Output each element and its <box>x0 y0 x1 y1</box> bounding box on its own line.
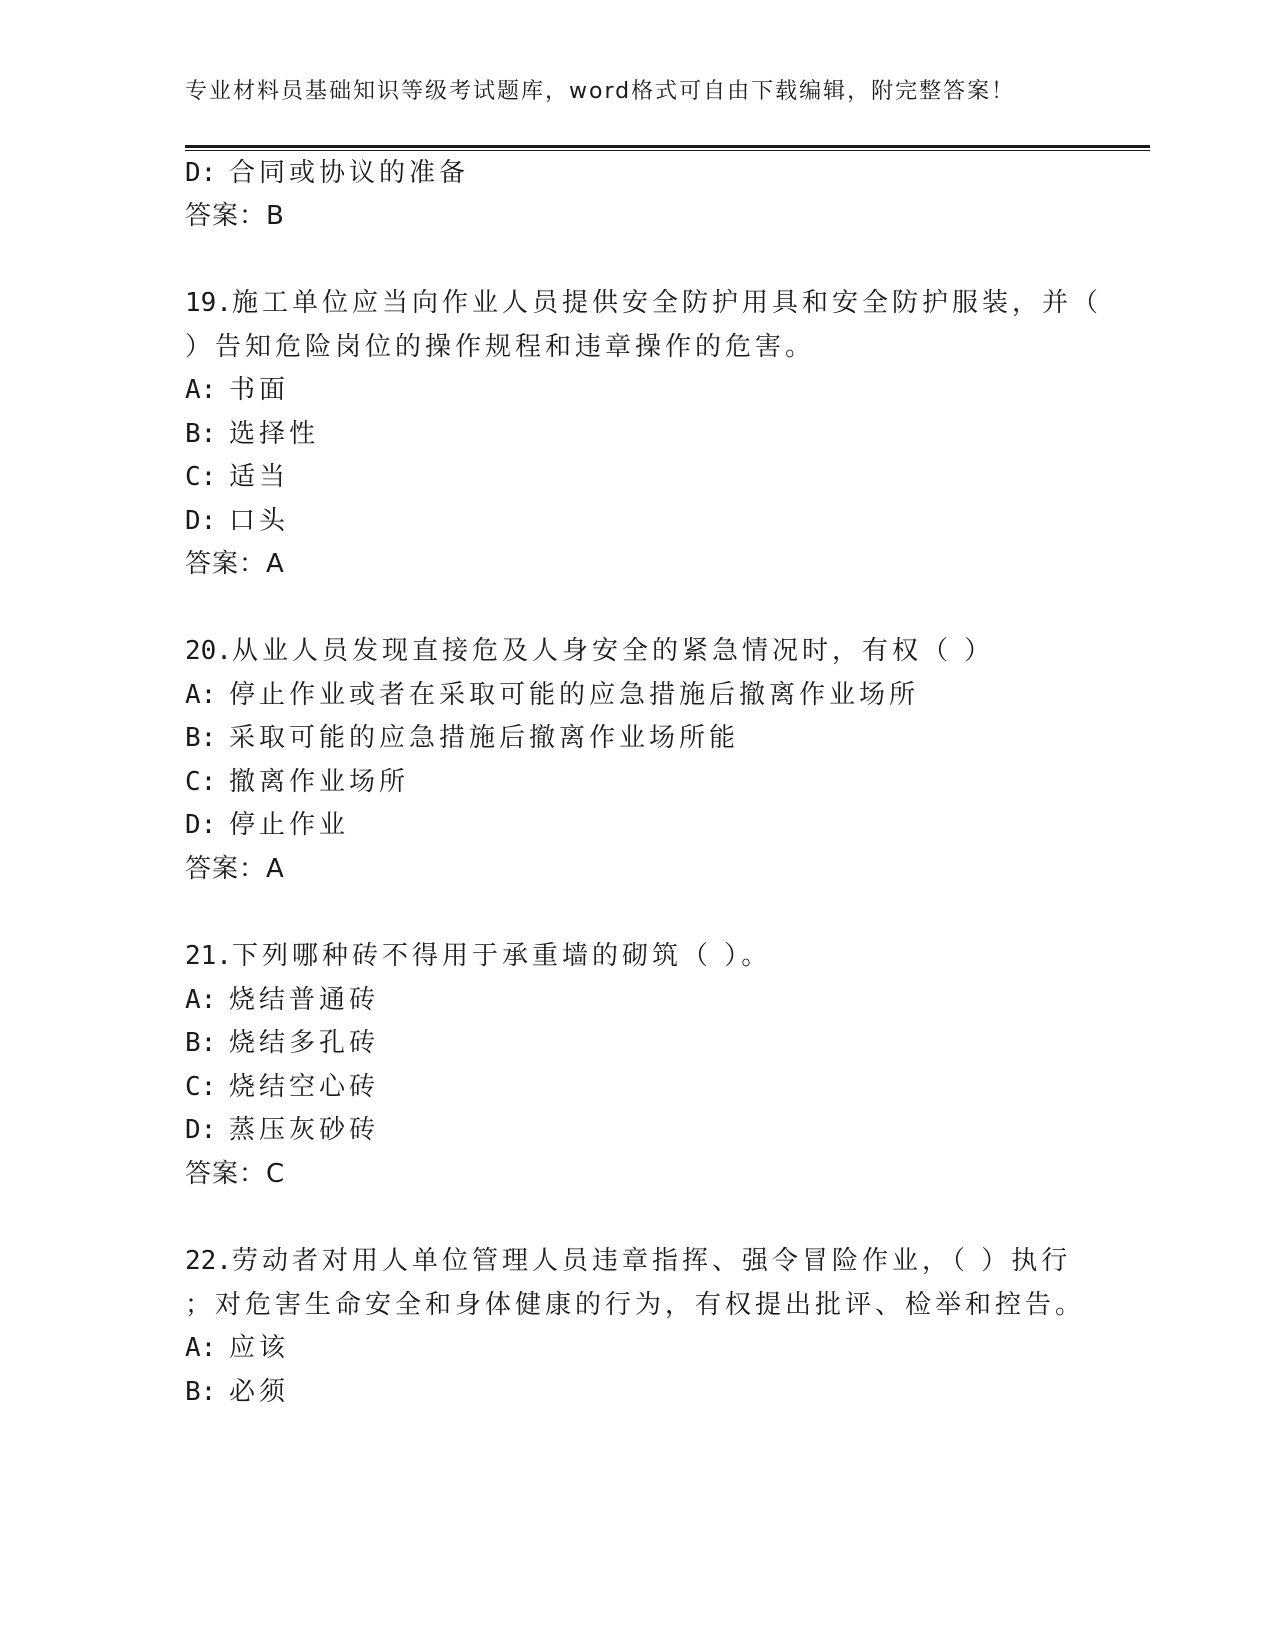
option-label: B: <box>185 723 217 753</box>
q22-stem-line2: ；对危害生命安全和身体健康的行为，有权提出批评、检举和控告。 <box>185 1290 1086 1320</box>
header-rule-thick <box>185 145 1150 148</box>
option-text: 适当 <box>229 462 290 492</box>
q19-stem-text1: 施工单位应当向作业人员提供安全防护用具和安全防护服装，并（ <box>231 288 1102 318</box>
prev-answer: 答案：B <box>185 201 285 231</box>
header-rule-thin <box>185 150 1150 151</box>
option-text: 口头 <box>229 506 290 536</box>
option-text: 停止作业 <box>229 810 350 840</box>
q22-stem-line1 <box>185 1245 1071 1277</box>
option-text: 合同或协议的准备 <box>229 158 470 188</box>
q19-stem-line1 <box>185 287 1102 319</box>
q19-option-b <box>185 418 319 450</box>
q20-stem-line1 <box>185 635 994 667</box>
option-label: D: <box>185 506 217 536</box>
q19-stem-line2: ）告知危险岗位的操作规程和违章操作的危害。 <box>185 332 816 362</box>
q20-option-b <box>185 722 739 754</box>
option-label: D: <box>185 810 217 840</box>
option-text: 应该 <box>229 1333 290 1363</box>
option-label: A: <box>185 680 217 710</box>
page-header: 专业材料员基础知识等级考试题库，word格式可自由下载编辑，附完整答案！ <box>185 79 1016 104</box>
q19-answer: 答案：A <box>185 549 285 579</box>
option-label: A: <box>185 375 217 405</box>
option-label: C: <box>185 462 217 492</box>
q20-answer: 答案：A <box>185 854 285 884</box>
q20-option-c <box>185 766 409 798</box>
option-text: 选择性 <box>229 419 320 449</box>
q21-option-d <box>185 1114 379 1146</box>
option-label: C: <box>185 767 217 797</box>
option-text: 烧结多孔砖 <box>229 1028 380 1058</box>
q19-option-d <box>185 505 289 537</box>
option-label: D: <box>185 158 217 188</box>
q21-number: 21. <box>185 941 232 971</box>
option-label: A: <box>185 985 217 1015</box>
option-label: B: <box>185 419 217 449</box>
option-label: B: <box>185 1028 217 1058</box>
prev-option-d <box>185 157 469 189</box>
q22-option-a <box>185 1332 289 1364</box>
q20-number: 20. <box>185 636 232 666</box>
q21-stem-line1 <box>185 940 771 972</box>
q21-option-a <box>185 984 379 1016</box>
option-text: 撤离作业场所 <box>229 767 410 797</box>
option-text: 蒸压灰砂砖 <box>229 1115 380 1145</box>
q21-answer: 答案：C <box>185 1159 286 1189</box>
option-text: 采取可能的应急措施后撤离作业场所能 <box>229 723 740 753</box>
q20-stem-text1: 从业人员发现直接危及人身安全的紧急情况时，有权（ ） <box>231 636 995 666</box>
q19-option-a <box>185 374 289 406</box>
q20-option-d <box>185 809 349 841</box>
option-label: C: <box>185 1072 217 1102</box>
q21-option-c <box>185 1071 379 1103</box>
option-text: 停止作业或者在采取可能的应急措施后撤离作业场所 <box>229 680 920 710</box>
q22-number: 22. <box>185 1246 232 1276</box>
option-label: A: <box>185 1333 217 1363</box>
option-text: 书面 <box>229 375 290 405</box>
option-label: B: <box>185 1377 217 1407</box>
q21-stem-text1: 下列哪种砖不得用于承重墙的砌筑（ ）。 <box>231 941 772 971</box>
option-text: 必须 <box>229 1377 290 1407</box>
q20-option-a <box>185 679 919 711</box>
option-text: 烧结普通砖 <box>229 985 380 1015</box>
q19-option-c <box>185 461 289 493</box>
option-label: D: <box>185 1115 217 1145</box>
q21-option-b <box>185 1027 379 1059</box>
q19-number: 19. <box>185 288 232 318</box>
q22-stem-text1: 劳动者对用人单位管理人员违章指挥、强令冒险作业，（ ）执行 <box>231 1246 1072 1276</box>
option-text: 烧结空心砖 <box>229 1072 380 1102</box>
q22-option-b <box>185 1376 289 1408</box>
